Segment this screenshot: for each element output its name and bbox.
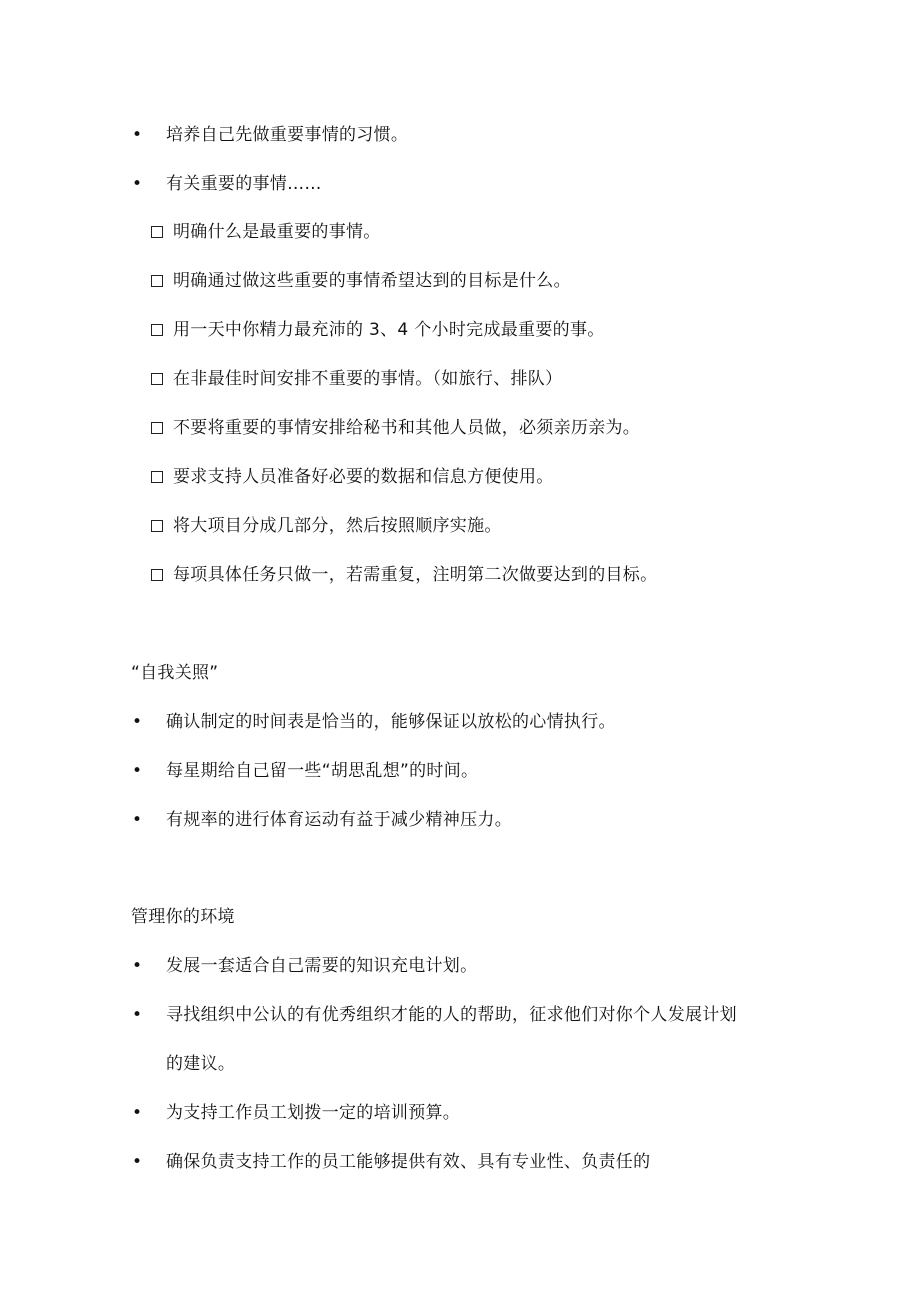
bullet-text: 发展一套适合自己需要的知识充电计划。 xyxy=(166,956,478,976)
checkbox-square-icon xyxy=(151,471,163,483)
bullet-marker: • xyxy=(131,1152,143,1172)
bullet-text: 每星期给自己留一些“胡思乱想”的时间。 xyxy=(166,761,479,781)
bullet-text: 有规率的进行体育运动有益于减少精神压力。 xyxy=(166,810,512,830)
checklist-item: 将大项目分成几部分，然后按照顺序实施。 xyxy=(173,516,502,536)
checklist-item: 不要将重要的事情安排给秘书和其他人员做，必须亲历亲为。 xyxy=(173,418,641,438)
bullet-text: 有关重要的事情…… xyxy=(166,174,322,194)
checkbox-square-icon xyxy=(151,373,163,385)
checklist-item: 明确什么是最重要的事情。 xyxy=(173,222,381,242)
bullet-text-continuation: 的建议。 xyxy=(166,1054,236,1074)
bullet-marker: • xyxy=(131,956,143,976)
bullet-marker: • xyxy=(131,1103,143,1123)
section-heading: “自我关照” xyxy=(131,663,219,683)
bullet-marker: • xyxy=(131,712,143,732)
bullet-text: 培养自己先做重要事情的习惯。 xyxy=(166,125,409,145)
bullet-marker: • xyxy=(131,1005,143,1025)
bullet-marker: • xyxy=(131,810,143,830)
checkbox-square-icon xyxy=(151,569,163,581)
checklist-item: 用一天中你精力最充沛的 3、4 个小时完成最重要的事。 xyxy=(173,320,605,340)
checkbox-square-icon xyxy=(151,520,163,532)
bullet-marker: • xyxy=(131,761,143,781)
checklist-item: 在非最佳时间安排不重要的事情。（如旅行、排队） xyxy=(173,369,563,389)
checkbox-square-icon xyxy=(151,275,163,287)
checkbox-square-icon xyxy=(151,324,163,336)
checklist-item: 要求支持人员准备好必要的数据和信息方便使用。 xyxy=(173,467,554,487)
bullet-marker: • xyxy=(131,125,143,145)
bullet-text: 寻找组织中公认的有优秀组织才能的人的帮助，征求他们对你个人发展计划 xyxy=(166,1005,737,1025)
checklist-item: 每项具体任务只做一，若需重复，注明第二次做要达到的目标。 xyxy=(173,565,658,585)
bullet-text: 确认制定的时间表是恰当的，能够保证以放松的心情执行。 xyxy=(166,712,616,732)
checkbox-square-icon xyxy=(151,226,163,238)
bullet-marker: • xyxy=(131,174,143,194)
bullet-text: 确保负责支持工作的员工能够提供有效、具有专业性、负责任的 xyxy=(166,1152,651,1172)
bullet-text: 为支持工作员工划拨一定的培训预算。 xyxy=(166,1103,461,1123)
checklist-item: 明确通过做这些重要的事情希望达到的目标是什么。 xyxy=(173,271,571,291)
checkbox-square-icon xyxy=(151,422,163,434)
section-heading: 管理你的环境 xyxy=(131,907,235,927)
